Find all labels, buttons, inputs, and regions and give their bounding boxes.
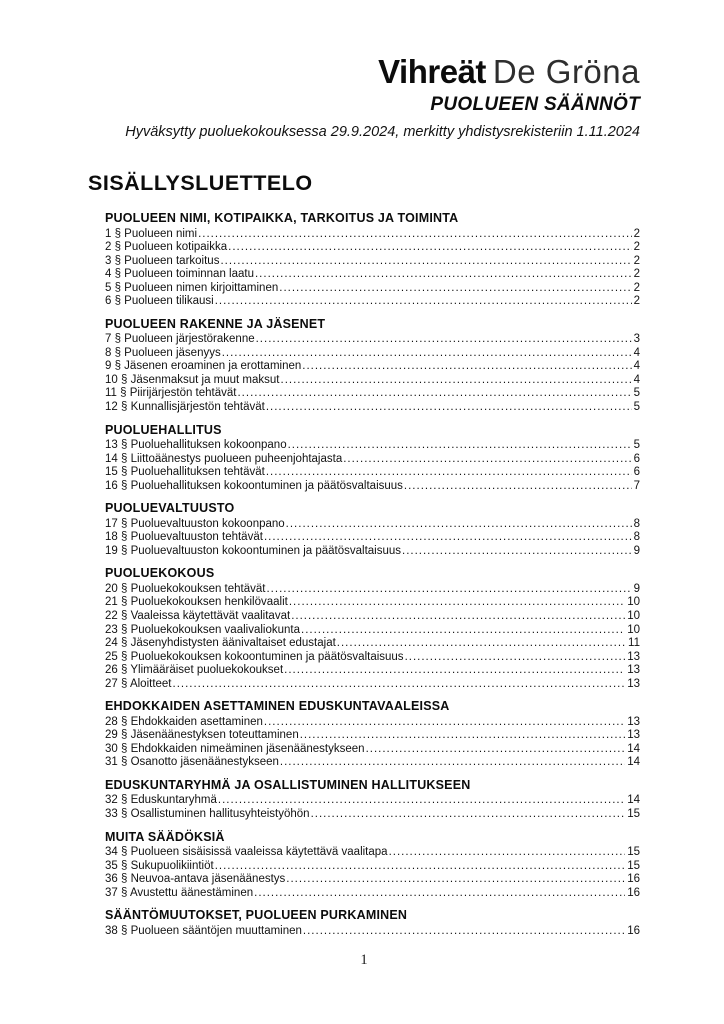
toc-entry-page: 16 [627, 886, 640, 899]
toc-section-title: EHDOKKAIDEN ASETTAMINEN EDUSKUNTAVAALEISSA [105, 699, 450, 714]
toc-entry-page: 13 [627, 664, 640, 677]
toc-dot-leader [289, 596, 625, 610]
toc-entry-label: 32 § Eduskuntaryhmä [105, 794, 217, 807]
toc-section-title: PUOLUEKOKOUS [105, 566, 215, 581]
toc-dot-leader [256, 333, 632, 347]
toc-entry-label: 34 § Puolueen sisäisissä vaaleissa käytettävä vaalitapa [105, 846, 388, 859]
toc-dot-leader [311, 808, 626, 822]
approval-note: Hyväksytty puoluekokouksessa 29.9.2024, merkitty yhdistysrekisteriin 1.11.2024 [125, 124, 640, 140]
toc-dot-leader [281, 374, 632, 388]
toc-dot-leader [300, 729, 625, 743]
toc-entry-label: 28 § Ehdokkaiden asettaminen [105, 715, 263, 728]
toc-entry-label: 31 § Osanotto jäsenäänestykseen [105, 756, 279, 769]
page-number: 1 [360, 952, 368, 968]
toc-dot-leader [264, 716, 625, 730]
toc-section [105, 501, 640, 558]
toc-dot-leader [255, 268, 632, 282]
toc-entry [105, 873, 640, 887]
toc-entry-label: 1 § Puolueen nimi [105, 227, 198, 240]
toc-entry-page: 13 [627, 715, 640, 728]
toc-entry [105, 295, 640, 309]
toc-entry [105, 756, 640, 770]
toc-entry-page: 2 [633, 268, 640, 281]
toc-section [105, 830, 640, 901]
toc-entry [105, 651, 640, 665]
logo-text-light: De Gröna [492, 53, 640, 90]
toc-dot-leader [337, 637, 626, 651]
toc-dot-leader [402, 545, 632, 559]
toc-entry-label: 37 § Avustettu äänestäminen [105, 886, 254, 899]
toc-entry-label: 25 § Puoluekokouksen kokoontuminen ja päätösvaltaisuus [105, 650, 404, 663]
toc-entry [105, 743, 640, 757]
toc-entry [105, 439, 640, 453]
toc-section-title: PUOLUEVALTUUSTO [105, 501, 235, 516]
toc-entry-page: 7 [633, 479, 640, 492]
toc-dot-leader [288, 439, 632, 453]
toc-entry [105, 480, 640, 494]
toc-entry [105, 531, 640, 545]
toc-entry [105, 637, 640, 651]
toc-entry-label: 3 § Puolueen tarkoitus [105, 254, 220, 267]
toc-entry-page: 13 [627, 729, 640, 742]
toc-dot-leader [215, 860, 626, 874]
toc-section-title: PUOLUEEN RAKENNE JA JÄSENET [105, 316, 326, 331]
toc-entry-label: 23 § Puoluekokouksen vaalivaliokunta [105, 623, 300, 636]
toc-entry-page: 6 [633, 466, 640, 479]
toc-entry [105, 401, 640, 415]
toc-entry [105, 610, 640, 624]
toc-dot-leader [303, 925, 625, 939]
toc-dot-leader [405, 651, 626, 665]
toc-entry-label: 21 § Puoluekokouksen henkilövaalit [105, 596, 288, 609]
toc-dot-leader [301, 624, 625, 638]
toc-dot-leader [264, 531, 632, 545]
toc-entry-page: 2 [633, 241, 640, 254]
toc-entry-page: 10 [627, 609, 640, 622]
toc-entry-label: 36 § Neuvoa-antava jäsenäänestys [105, 873, 286, 886]
toc-entry-label: 38 § Puolueen sääntöjen muuttaminen [105, 924, 302, 937]
toc-entry [105, 360, 640, 374]
toc-entry [105, 716, 640, 730]
toc-entry-page: 2 [633, 227, 640, 240]
toc-section [105, 908, 640, 938]
toc-dot-leader [286, 518, 632, 532]
toc-entry [105, 583, 640, 597]
toc-entry-label: 35 § Sukupuolikiintiöt [105, 859, 214, 872]
toc-entry [105, 228, 640, 242]
toc-section [105, 211, 640, 309]
toc-section [105, 566, 640, 691]
toc-entry-page: 2 [633, 281, 640, 294]
toc-entry [105, 453, 640, 467]
toc-entry-label: 12 § Kunnallisjärjestön tehtävät [105, 401, 265, 414]
toc-dot-leader [266, 401, 632, 415]
toc-entry-page: 10 [627, 623, 640, 636]
toc-entry-page: 15 [627, 846, 640, 859]
toc-entry [105, 596, 640, 610]
toc-entry-label: 24 § Jäsenyhdistysten äänivaltaiset edustajat [105, 637, 336, 650]
toc-entry [105, 729, 640, 743]
toc-entry-page: 14 [627, 794, 640, 807]
toc-entry-page: 16 [627, 873, 640, 886]
toc-entry-label: 22 § Vaaleissa käytettävät vaalitavat [105, 609, 291, 622]
toc-dot-leader [291, 610, 625, 624]
toc-entry [105, 794, 640, 808]
toc-dot-leader [389, 846, 626, 860]
toc-entry-page: 8 [633, 517, 640, 530]
toc-entry [105, 664, 640, 678]
toc-entry [105, 268, 640, 282]
toc-entry-page: 15 [627, 859, 640, 872]
toc-entry [105, 374, 640, 388]
toc-dot-leader [266, 466, 632, 480]
toc-section-title: SÄÄNTÖMUUTOKSET, PUOLUEEN PURKAMINEN [105, 908, 408, 923]
toc-dot-leader [284, 664, 625, 678]
toc-entry [105, 925, 640, 939]
toc-entry-page: 5 [633, 401, 640, 414]
toc-section-title: PUOLUEHALLITUS [105, 422, 222, 437]
toc-entry-label: 9 § Jäsenen eroaminen ja erottaminen [105, 360, 302, 373]
toc-entry-page: 9 [633, 544, 640, 557]
toc-entry-label: 5 § Puolueen nimen kirjoittaminen [105, 281, 279, 294]
toc-entry-label: 19 § Puoluevaltuuston kokoontuminen ja päätösvaltaisuus [105, 544, 402, 557]
toc-entry-label: 27 § Aloitteet [105, 677, 172, 690]
toc-entry [105, 333, 640, 347]
toc-entry-label: 29 § Jäsenäänestyksen toteuttaminen [105, 729, 299, 742]
toc-entry [105, 255, 640, 269]
toc-entry-page: 5 [633, 387, 640, 400]
toc-entry-page: 5 [633, 439, 640, 452]
table-of-contents [105, 203, 640, 938]
document-title: PUOLUEEN SÄÄNNÖT [430, 94, 640, 115]
toc-dot-leader [279, 282, 631, 296]
toc-entry [105, 545, 640, 559]
toc-entry [105, 347, 640, 361]
toc-entry-label: 14 § Liittoäänestys puolueen puheenjohtajasta [105, 452, 343, 465]
toc-entry-page: 16 [627, 924, 640, 937]
toc-entry [105, 860, 640, 874]
toc-entry-label: 17 § Puoluevaltuuston kokoonpano [105, 517, 285, 530]
toc-entry [105, 887, 640, 901]
toc-entry-page: 4 [633, 346, 640, 359]
toc-dot-leader [222, 347, 632, 361]
toc-entry-label: 6 § Puolueen tilikausi [105, 295, 214, 308]
toc-entry-label: 30 § Ehdokkaiden nimeäminen jäsenäänestykseen [105, 742, 365, 755]
toc-dot-leader [343, 453, 631, 467]
toc-dot-leader [266, 583, 631, 597]
toc-entry-page: 13 [627, 650, 640, 663]
page-content [88, 0, 640, 1024]
toc-dot-leader [280, 756, 625, 770]
toc-dot-leader [220, 255, 631, 269]
toc-section-title: PUOLUEEN NIMI, KOTIPAIKKA, TARKOITUS JA TOIMINTA [105, 211, 459, 225]
toc-entry-label: 26 § Ylimääräiset puoluekokoukset [105, 664, 284, 677]
toc-entry-label: 18 § Puoluevaltuuston tehtävät [105, 531, 263, 544]
toc-entry-page: 14 [627, 756, 640, 769]
toc-section [105, 423, 640, 494]
toc-entry-label: 20 § Puoluekokouksen tehtävät [105, 582, 266, 595]
toc-entry [105, 518, 640, 532]
toc-entry-page: 4 [633, 360, 640, 373]
logo [88, 54, 640, 90]
toc-entry-label: 4 § Puolueen toiminnan laatu [105, 268, 254, 281]
toc-dot-leader [218, 794, 625, 808]
toc-entry-label: 10 § Jäsenmaksut ja muut maksut [105, 373, 280, 386]
toc-section [105, 317, 640, 415]
toc-dot-leader [366, 743, 626, 757]
logo-text-bold: Vihreät [378, 53, 486, 90]
toc-entry [105, 241, 640, 255]
toc-entry [105, 624, 640, 638]
toc-entry [105, 808, 640, 822]
toc-heading: SISÄLLYSLUETTELO [88, 171, 313, 195]
toc-entry-label: 8 § Puolueen jäsenyys [105, 346, 221, 359]
toc-dot-leader [404, 480, 632, 494]
toc-entry-label: 15 § Puoluehallituksen tehtävät [105, 466, 265, 479]
toc-entry-label: 2 § Puolueen kotipaikka [105, 241, 228, 254]
toc-entry [105, 678, 640, 692]
toc-entry-page: 2 [633, 254, 640, 267]
toc-section [105, 699, 640, 770]
toc-entry-page: 14 [627, 742, 640, 755]
toc-section-title: EDUSKUNTARYHMÄ JA OSALLISTUMINEN HALLITUKSEEN [105, 777, 471, 792]
toc-entry-label: 11 § Piirijärjestön tehtävät [105, 387, 237, 400]
toc-entry [105, 282, 640, 296]
toc-dot-leader [254, 887, 625, 901]
toc-entry [105, 466, 640, 480]
toc-dot-leader [215, 295, 632, 309]
toc-dot-leader [228, 241, 631, 255]
toc-dot-leader [286, 873, 625, 887]
toc-entry [105, 846, 640, 860]
toc-entry-label: 13 § Puoluehallituksen kokoonpano [105, 439, 287, 452]
toc-entry-page: 6 [633, 452, 640, 465]
toc-dot-leader [237, 387, 631, 401]
toc-entry-page: 2 [633, 295, 640, 308]
toc-section-title: MUITA SÄÄDÖKSIÄ [105, 829, 225, 844]
toc-entry-page: 9 [633, 582, 640, 595]
toc-dot-leader [173, 678, 626, 692]
toc-entry-label: 16 § Puoluehallituksen kokoontuminen ja päätösvaltaisuus [105, 479, 403, 492]
toc-entry [105, 387, 640, 401]
toc-entry-page: 4 [633, 373, 640, 386]
toc-section [105, 778, 640, 822]
toc-entry-page: 15 [627, 808, 640, 820]
toc-entry-label: 33 § Osallistuminen hallitusyhteistyöhön [105, 808, 310, 820]
toc-entry-page: 3 [633, 333, 640, 346]
toc-entry-page: 10 [627, 596, 640, 609]
toc-entry-page: 13 [627, 677, 640, 690]
toc-dot-leader [302, 360, 631, 374]
toc-dot-leader [198, 228, 632, 242]
toc-entry-page: 8 [633, 531, 640, 544]
toc-entry-page: 11 [628, 637, 640, 650]
toc-entry-label: 7 § Puolueen järjestörakenne [105, 333, 255, 346]
